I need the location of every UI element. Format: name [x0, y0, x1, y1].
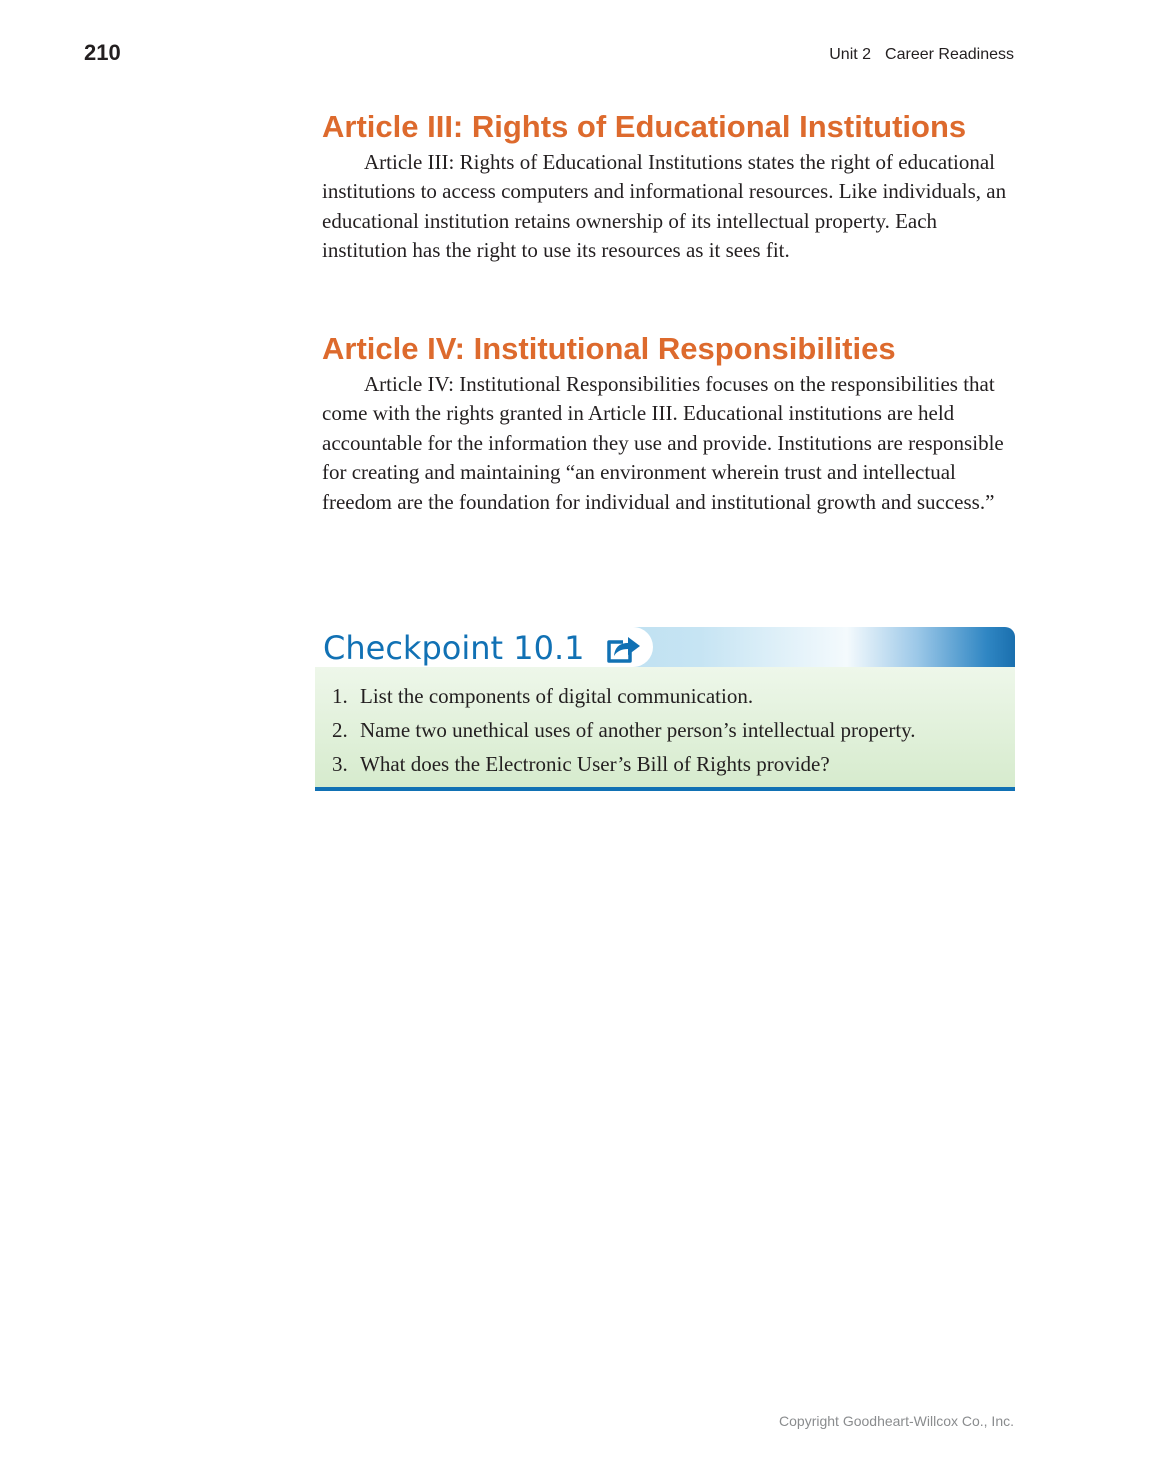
checkpoint-body	[315, 667, 1015, 787]
article-heading: Article III: Rights of Educational Institutions	[322, 109, 967, 144]
section-label: Career Readiness	[885, 46, 1014, 63]
checkpoint-question	[332, 747, 1015, 781]
article-heading: Article IV: Institutional Responsibilities	[322, 331, 896, 366]
question-text: What does the Electronic User’s Bill of Rights provide?	[360, 752, 830, 776]
question-number: 3.	[332, 752, 348, 776]
checkpoint-title-tab	[315, 627, 653, 667]
question-number: 2.	[332, 718, 348, 742]
article-paragraph-text: Article III: Rights of Educational Institutions states the right of educational institutions to access computers and informational resources. Like individuals, an educational institution retains ownership of its intellectual property. Each institution has the right to use its resources as it sees fit.	[322, 150, 1007, 263]
question-text: List the components of digital communication.	[360, 684, 754, 708]
article-section	[322, 331, 1016, 517]
checkpoint-question	[332, 679, 1015, 713]
unit-label: Unit 2	[829, 46, 872, 63]
external-link-arrow-icon[interactable]	[604, 633, 642, 665]
checkpoint-box	[315, 627, 1015, 791]
article-paragraph-text: Article IV: Institutional Responsibilities focuses on the responsibilities that come with the rights granted in Article III. Educational institutions are held accountable for the information they use and provide. Institutions are responsible for creating and maintaining “an environment wherein trust and intellectual freedom are the foundation for individual and institutional growth and success.”	[322, 372, 1004, 514]
checkpoint-bottom-rule	[315, 787, 1015, 791]
article-paragraph	[322, 370, 1016, 517]
checkpoint-question	[332, 713, 1015, 747]
article-paragraph	[322, 148, 1016, 266]
question-number: 1.	[332, 684, 348, 708]
article-section	[322, 109, 1016, 266]
copyright-notice: Copyright Goodheart-Willcox Co., Inc.	[779, 1413, 1014, 1429]
checkpoint-title: Checkpoint 10.1	[323, 629, 585, 667]
page-number: 210	[84, 40, 121, 65]
question-text: Name two unethical uses of another person’s intellectual property.	[360, 718, 916, 742]
running-head	[829, 46, 1014, 64]
checkpoint-question-list	[315, 667, 1015, 781]
